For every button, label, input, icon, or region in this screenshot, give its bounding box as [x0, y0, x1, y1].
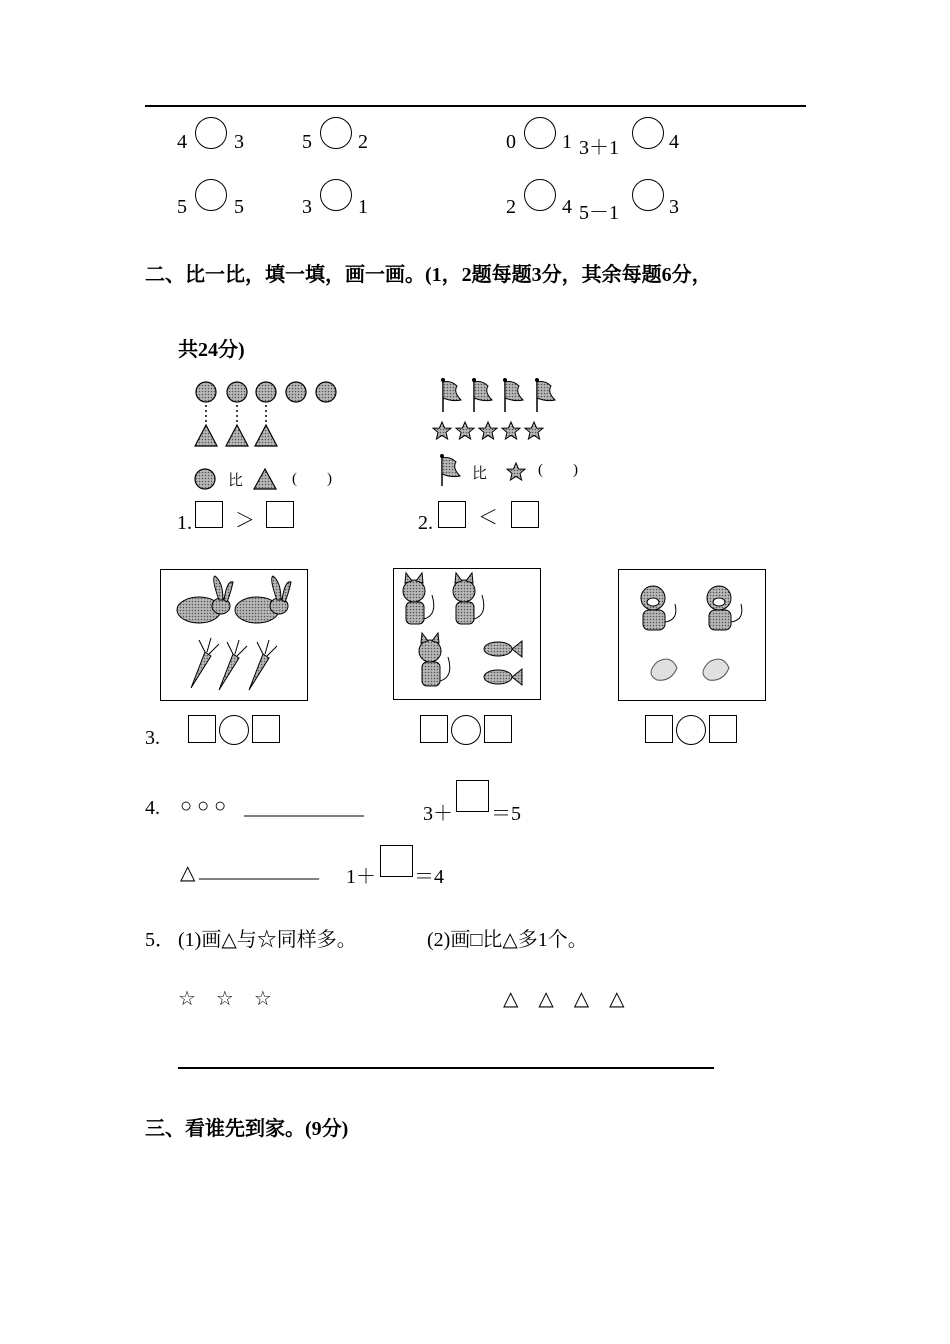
q5-stars: ☆ ☆ ☆	[178, 988, 272, 1010]
q2-compare-word: 比	[472, 464, 488, 482]
compare-right: 5	[234, 196, 244, 218]
q4-line1-eq-right: ＝5	[491, 803, 521, 825]
monkey-peach-picture	[618, 569, 766, 701]
compare-right: 2	[358, 131, 368, 153]
q1-triangles	[195, 425, 277, 446]
q4-line2-symbols: △	[180, 862, 196, 884]
q2-stars	[433, 422, 543, 439]
q1-dotted-links	[206, 405, 266, 423]
compare-left: 5－1	[579, 202, 619, 224]
q3-answer-box[interactable]	[188, 715, 216, 743]
q3-answer-box[interactable]	[709, 715, 737, 743]
compare-left: 5	[302, 131, 312, 153]
q3-answer-box[interactable]	[252, 715, 280, 743]
compare-right: 4	[562, 196, 572, 218]
section-2-heading: 二、比一比，填一填，画一画。(1，2题每题3分，其余每题6分，	[145, 264, 712, 286]
q1-number: 1.	[177, 512, 192, 534]
q4-line2-answer-box[interactable]	[380, 845, 413, 877]
q5-task-2: (2)画□比△多1个。	[427, 929, 588, 951]
compare-right: 3	[234, 131, 244, 153]
q3-answer-circle[interactable]	[676, 715, 706, 745]
q3-answer-circle[interactable]	[219, 715, 249, 745]
q1-sign: ＞	[235, 510, 255, 532]
q4-line1-symbols: ○ ○ ○	[180, 795, 227, 817]
q2-answer-box-right[interactable]	[511, 501, 539, 528]
compare-right: 1	[358, 196, 368, 218]
q3-answer-box[interactable]	[645, 715, 673, 743]
section-3-heading: 三、看谁先到家。(9分)	[145, 1118, 349, 1140]
q4-line2-eq-right: ＝4	[414, 866, 444, 888]
compare-left: 0	[506, 131, 516, 153]
compare-right: 4	[669, 131, 679, 153]
compare-left: 5	[177, 196, 187, 218]
q2-paren: ( )	[538, 462, 578, 478]
q3-answer-box[interactable]	[484, 715, 512, 743]
q1-circles	[196, 382, 336, 402]
q2-flags	[441, 378, 555, 412]
q4-line2-eq-left: 1＋	[346, 866, 376, 888]
monkey-peach-illustration	[619, 570, 767, 702]
q1-compare-word: 比	[228, 471, 244, 489]
q5-task-1: (1)画△与☆同样多。	[178, 929, 357, 951]
q5-number: 5．	[145, 929, 175, 951]
compare-left: 4	[177, 131, 187, 153]
q4-line1-blank[interactable]: ____________	[244, 797, 364, 819]
compare-right: 3	[669, 196, 679, 218]
q3-number: 3.	[145, 727, 160, 749]
compare-left: 3	[302, 196, 312, 218]
q4-line2-blank[interactable]: ____________	[199, 860, 319, 882]
section-2-heading-cont: 共24分)	[178, 339, 245, 361]
q5-answer-line[interactable]	[178, 1067, 714, 1069]
rabbit-carrot-picture	[160, 569, 308, 701]
compare-right: 1	[562, 131, 572, 153]
q2-sign: ＜	[478, 507, 498, 529]
q2-number: 2.	[418, 512, 433, 534]
q3-answer-circle[interactable]	[451, 715, 481, 745]
q5-triangles: △ △ △ △	[503, 988, 625, 1010]
rabbit-carrot-illustration	[161, 570, 309, 702]
compare-left: 3＋1	[579, 137, 619, 159]
q4-line1-eq-left: 3＋	[423, 803, 453, 825]
q4-line1-answer-box[interactable]	[456, 780, 489, 812]
q1-paren: ( )	[292, 471, 332, 487]
q2-answer-box-left[interactable]	[438, 501, 466, 528]
q1-answer-box-left[interactable]	[195, 501, 223, 528]
q1-answer-box-right[interactable]	[266, 501, 294, 528]
cat-fish-illustration	[394, 569, 542, 701]
q3-answer-box[interactable]	[420, 715, 448, 743]
cat-fish-picture	[393, 568, 541, 700]
compare-left: 2	[506, 196, 516, 218]
q4-number: 4.	[145, 797, 160, 819]
